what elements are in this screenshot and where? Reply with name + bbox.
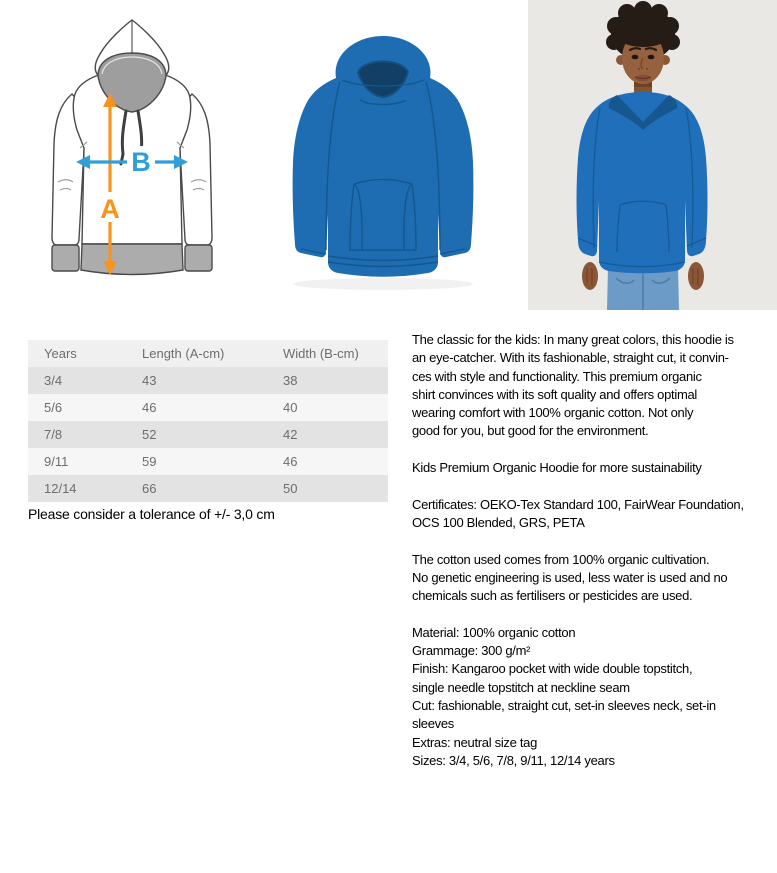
cell-width: 50 — [283, 481, 298, 496]
description-line: No genetic engineering is used, less water is used and no — [412, 569, 728, 585]
cell-years: 9/11 — [44, 454, 69, 469]
size-table-body — [28, 367, 388, 502]
length-label-a: A — [100, 194, 120, 224]
table-row — [28, 421, 388, 448]
product-description — [412, 331, 774, 770]
description-line: Finish: Kangaroo pocket with wide double topstitch, — [412, 661, 693, 677]
description-line: chemicals such as fertilisers or pesticides are used. — [412, 588, 693, 604]
cell-length: 66 — [142, 481, 157, 496]
product-photo — [266, 18, 501, 296]
size-table-header-cell: Width (B-cm) — [283, 346, 359, 361]
description-line: Certificates: OEKO-Tex Standard 100, FairWear Foundation, — [412, 496, 744, 512]
description-line: Extras: neutral size tag — [412, 734, 538, 750]
description-line: Grammage: 300 g/m² — [412, 643, 531, 659]
width-label-b: B — [131, 147, 151, 177]
description-line: shirt convinces with its soft quality and offers optimal — [412, 386, 697, 402]
size-diagram-image — [28, 14, 236, 304]
cell-width: 46 — [283, 454, 298, 469]
description-line — [412, 477, 774, 495]
cell-length: 59 — [142, 454, 157, 469]
model-photo — [528, 0, 777, 310]
description-line — [412, 441, 774, 459]
table-row — [28, 448, 388, 475]
hoodie-line-drawing — [28, 14, 236, 304]
table-row — [28, 394, 388, 421]
description-line: wearing comfort with 100% organic cotton. Not only — [412, 405, 694, 421]
cell-length: 43 — [142, 373, 157, 388]
table-row — [28, 367, 388, 394]
boy-model-image — [528, 0, 777, 310]
description-line: Kids Premium Organic Hoodie for more sustainability — [412, 460, 702, 476]
description-line: single needle topstitch at neckline seam — [412, 679, 630, 695]
description-line: an eye-catcher. With its fashionable, straight cut, it convin- — [412, 350, 729, 366]
size-table-header-cell: Length (A-cm) — [142, 346, 225, 361]
description-line: sleeves — [412, 716, 454, 732]
description-line: good for you, but good for the environment. — [412, 423, 649, 439]
description-line — [412, 532, 774, 550]
cell-years: 3/4 — [44, 373, 63, 388]
size-table-header-cell: Years — [44, 346, 77, 361]
cell-years: 12/14 — [44, 481, 77, 496]
description-line: ces with style and functionality. This premium organic — [412, 368, 702, 384]
tolerance-note: Please consider a tolerance of +/- 3,0 cm — [28, 506, 275, 522]
description-line — [412, 605, 774, 623]
cell-years: 7/8 — [44, 427, 63, 442]
cell-years: 5/6 — [44, 400, 63, 415]
blue-hoodie-image — [266, 18, 501, 296]
description-line: Cut: fashionable, straight cut, set-in sleeves neck, set-in — [412, 697, 716, 713]
cell-length: 52 — [142, 427, 157, 442]
cell-width: 40 — [283, 400, 298, 415]
description-line: OCS 100 Blended, GRS, PETA — [412, 514, 585, 530]
size-table-header-row — [28, 340, 388, 367]
cell-length: 46 — [142, 400, 157, 415]
cell-width: 38 — [283, 373, 298, 388]
size-table-header — [28, 340, 388, 367]
description-line: The cotton used comes from 100% organic cultivation. — [412, 551, 710, 567]
description-line: The classic for the kids: In many great colors, this hoodie is — [412, 332, 734, 347]
description-line: Sizes: 3/4, 5/6, 7/8, 9/11, 12/14 years — [412, 752, 615, 768]
table-row — [28, 475, 388, 502]
size-table — [28, 340, 388, 502]
cell-width: 42 — [283, 427, 298, 442]
description-line: Material: 100% organic cotton — [412, 624, 576, 640]
